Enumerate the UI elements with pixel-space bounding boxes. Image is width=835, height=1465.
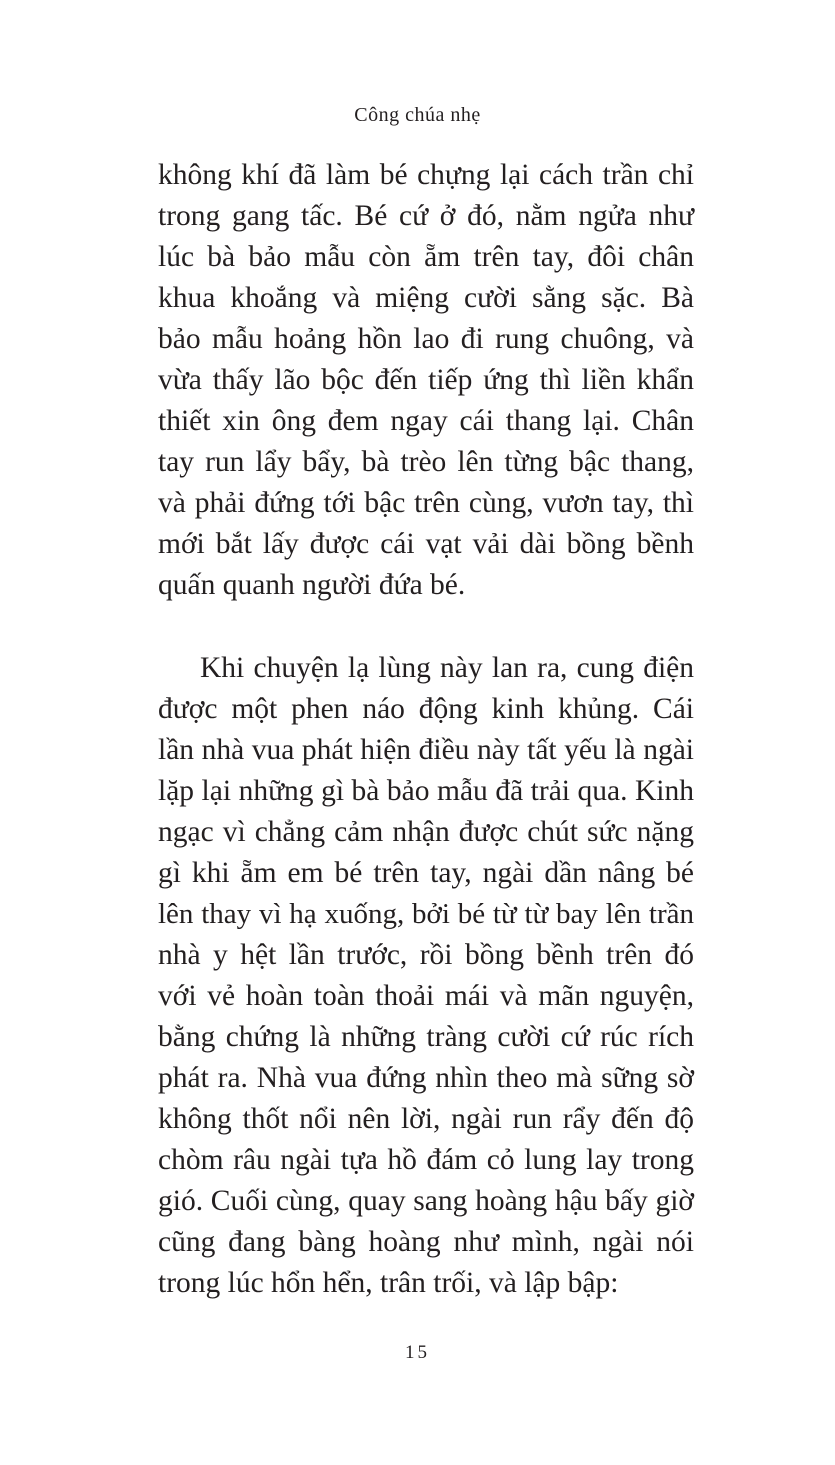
text-line: chòm râu ngài tựa hồ đám cỏ lung lay trong: [158, 1144, 694, 1176]
text-line: không thốt nổi nên lời, ngài run rẩy đến độ: [158, 1103, 694, 1135]
text-line: lặp lại những gì bà bảo mẫu đã trải qua. Kinh: [158, 775, 694, 807]
text-line: trong gang tấc. Bé cứ ở đó, nằm ngửa như: [158, 200, 694, 232]
text-line: trong lúc hổn hển, trân trối, và lập bập:: [158, 1267, 619, 1299]
text-line: được một phen náo động kinh khủng. Cái: [158, 693, 694, 725]
text-line: gió. Cuối cùng, quay sang hoàng hậu bấy giờ: [158, 1185, 694, 1217]
text-line: mới bắt lấy được cái vạt vải dài bồng bềnh: [158, 528, 694, 560]
text-line: lên thay vì hạ xuống, bởi bé từ từ bay lên trần: [158, 898, 694, 930]
text-line: lúc bà bảo mẫu còn ẵm trên tay, đôi chân: [158, 241, 694, 273]
text-line: không khí đã làm bé chựng lại cách trần chỉ: [158, 159, 694, 191]
text-line: khua khoắng và miệng cười sằng sặc. Bà: [158, 282, 694, 314]
text-line: cũng đang bàng hoàng như mình, ngài nói: [158, 1226, 694, 1258]
text-line: vừa thấy lão bộc đến tiếp ứng thì liền khẩn: [158, 364, 694, 396]
paragraph-spacer: [158, 606, 694, 648]
paragraph-2: [158, 648, 694, 1304]
text-line: bảo mẫu hoảng hồn lao đi rung chuông, và: [158, 323, 694, 355]
text-line: gì khi ẵm em bé trên tay, ngài dần nâng bé: [158, 857, 694, 889]
text-line: ngạc vì chẳng cảm nhận được chút sức nặng: [158, 816, 694, 848]
running-header: Công chúa nhẹ: [354, 104, 481, 126]
paragraph-1: [158, 155, 694, 606]
page-number: 15: [405, 1342, 430, 1363]
text-line: nhà y hệt lần trước, rồi bồng bềnh trên đó: [158, 939, 694, 971]
body-text: [158, 155, 694, 1304]
text-line: bằng chứng là những tràng cười cứ rúc rích: [158, 1021, 694, 1053]
text-line: thiết xin ông đem ngay cái thang lại. Chân: [158, 405, 694, 437]
text-line: quấn quanh người đứa bé.: [158, 569, 466, 601]
text-line: lần nhà vua phát hiện điều này tất yếu là ngài: [158, 734, 694, 766]
text-line: với vẻ hoàn toàn thoải mái và mãn nguyện,: [158, 980, 694, 1012]
text-line: tay run lẩy bẩy, bà trèo lên từng bậc thang,: [158, 446, 694, 478]
text-line: phát ra. Nhà vua đứng nhìn theo mà sững sờ: [158, 1062, 694, 1094]
text-line: Khi chuyện lạ lùng này lan ra, cung điện: [200, 652, 694, 684]
text-line: và phải đứng tới bậc trên cùng, vươn tay, thì: [158, 487, 694, 519]
